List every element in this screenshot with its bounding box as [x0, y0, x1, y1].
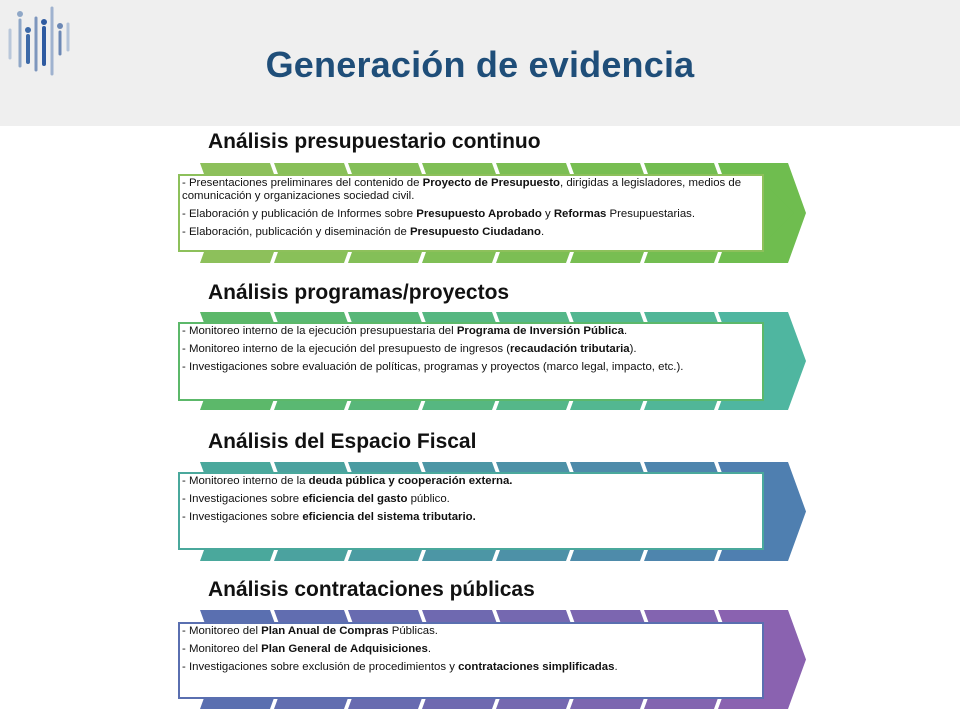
text: - Monitoreo del: [182, 643, 262, 655]
text: Públicas.: [388, 625, 438, 637]
bold-text: deuda pública y cooperación externa.: [308, 475, 513, 487]
text: .: [623, 325, 628, 337]
bullet-item: [182, 643, 760, 656]
text: ).: [629, 343, 637, 355]
text: .: [614, 661, 618, 673]
bullet-item: [182, 661, 760, 674]
bold-text: eficiencia del gasto: [302, 493, 408, 505]
text: .: [540, 226, 545, 238]
text: - Monitoreo interno de la ejecución del presupuesto de ingresos (: [182, 343, 510, 355]
text: y: [541, 208, 554, 220]
text: , dirigidas a legisladores, medios de comunicación y organizaciones sociedad civil.: [182, 177, 742, 202]
text: - Investigaciones sobre evaluación de políticas, programas y proyectos (marco legal, impacto, etc.).: [182, 361, 684, 373]
bullet-item: [182, 625, 760, 638]
text: público.: [407, 493, 450, 505]
text: - Investigaciones sobre: [182, 511, 303, 523]
text: - Monitoreo interno de la: [182, 475, 309, 487]
bold-text: Presupuesto Aprobado: [416, 208, 542, 220]
bold-text: Reformas: [553, 208, 607, 220]
bold-text: Presupuesto Ciudadano: [409, 226, 541, 238]
page-title: Generación de evidencia: [265, 44, 695, 85]
section-title: Análisis contrataciones públicas: [208, 578, 535, 601]
bold-text: Plan General de Adquisiciones: [261, 643, 428, 655]
text: - Monitoreo del: [182, 625, 262, 637]
section-title: Análisis presupuestario continuo: [208, 130, 541, 153]
section-title: Análisis programas/proyectos: [208, 281, 510, 304]
section-title: Análisis del Espacio Fiscal: [208, 430, 477, 453]
text: - Presentaciones preliminares del contenido de: [182, 177, 423, 189]
text: - Investigaciones sobre exclusión de procedimientos y: [182, 661, 459, 673]
text: - Investigaciones sobre: [182, 493, 303, 505]
bold-text: eficiencia del sistema tributario.: [302, 511, 476, 523]
text: - Monitoreo interno de la ejecución presupuestaria del: [182, 325, 457, 337]
text: .: [427, 643, 432, 655]
bold-text: Plan Anual de Compras: [261, 625, 389, 637]
text: - Elaboración, publicación y diseminación de: [182, 226, 410, 238]
bold-text: Programa de Inversión Pública: [456, 325, 624, 337]
bold-text: Proyecto de Presupuesto: [422, 177, 560, 189]
bold-text: recaudación tributaria: [510, 343, 630, 355]
section-content-box: [178, 622, 764, 699]
text: Presupuestarias.: [606, 208, 696, 220]
text: - Elaboración y publicación de Informes sobre: [182, 208, 417, 220]
bold-text: contrataciones simplificadas: [458, 661, 615, 673]
